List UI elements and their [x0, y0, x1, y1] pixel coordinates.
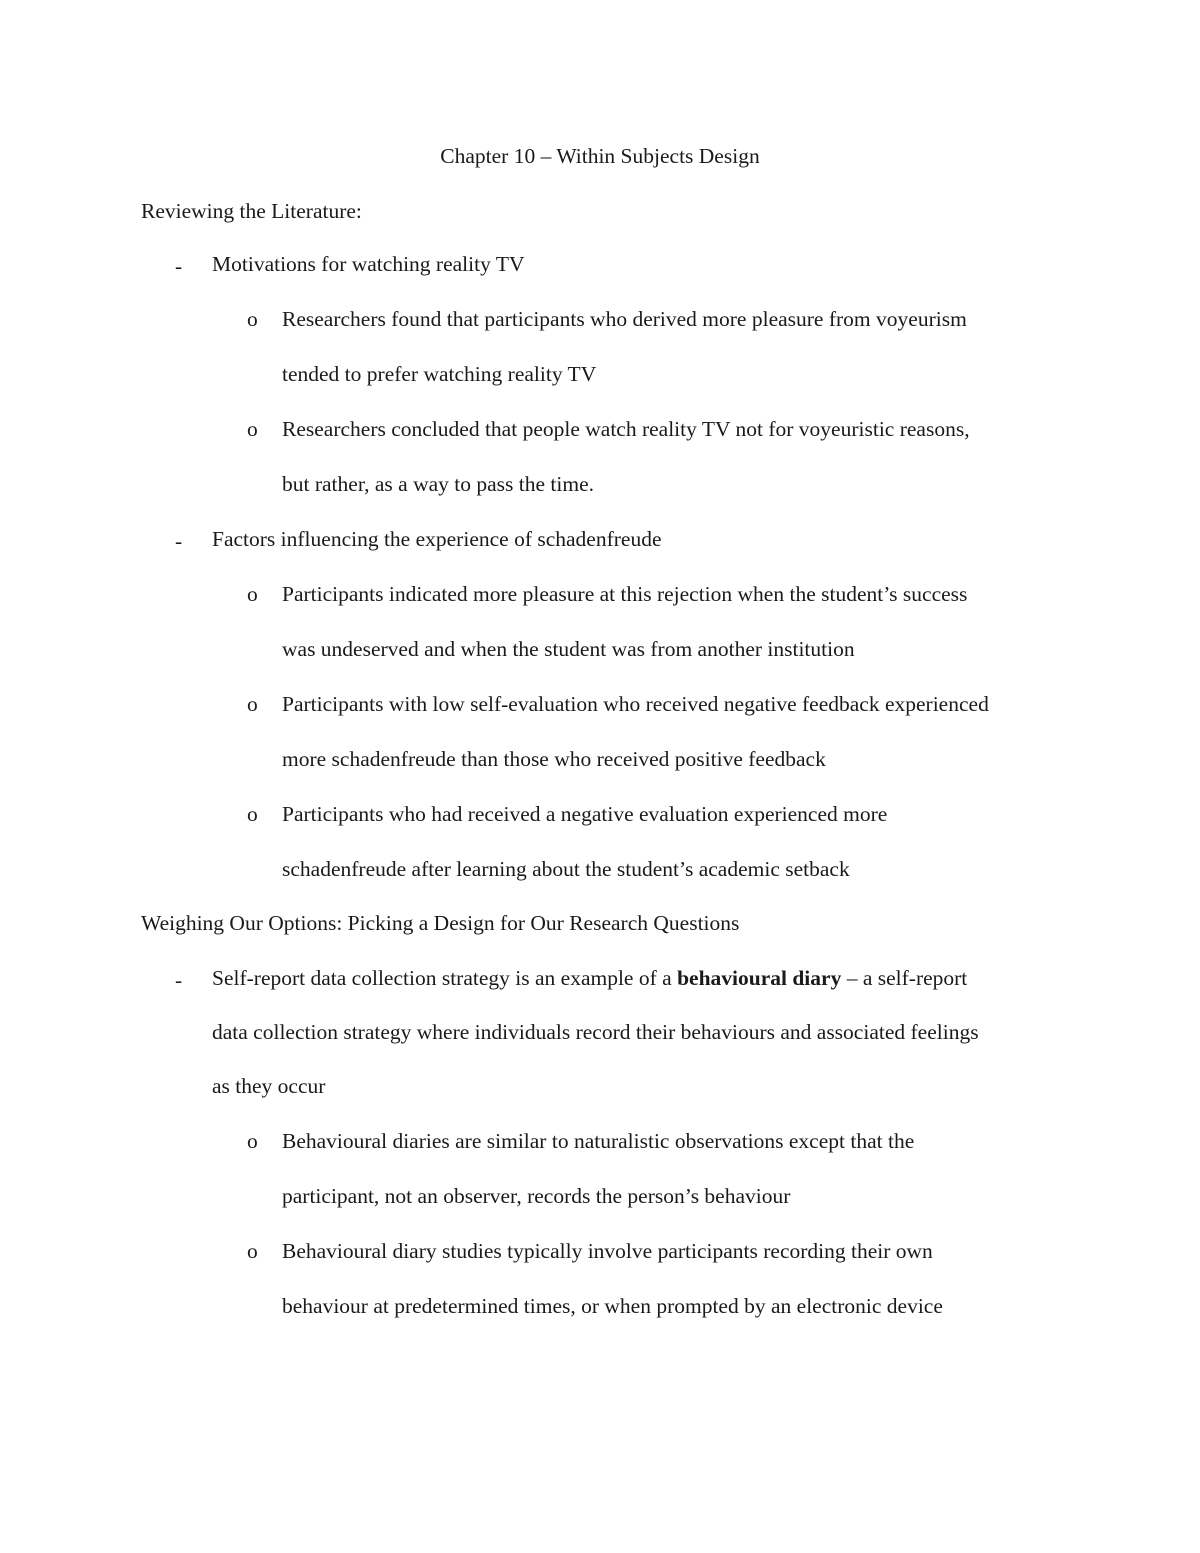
page-title: Chapter 10 – Within Subjects Design	[440, 144, 760, 168]
bold-term: behavioural diary	[677, 966, 842, 990]
dash-bullet: -	[175, 254, 183, 278]
subitem-line: was undeserved and when the student was from another institution	[282, 637, 855, 661]
circle-bullet: o	[247, 417, 258, 441]
list-item-motivations: Motivations for watching reality TV	[212, 252, 525, 276]
list-item-self-report	[212, 964, 967, 992]
subitem-line: participant, not an observer, records the person’s behaviour	[282, 1184, 791, 1208]
section-heading-weighing-options: Weighing Our Options: Picking a Design for Our Research Questions	[141, 911, 740, 935]
list-item-line: data collection strategy where individuals record their behaviours and associated feelings	[212, 1020, 979, 1044]
text-run: – a self-report	[841, 966, 968, 990]
dash-bullet: -	[175, 529, 183, 553]
list-item-line: as they occur	[212, 1074, 326, 1098]
subitem-line: Researchers concluded that people watch reality TV not for voyeuristic reasons,	[282, 417, 970, 441]
circle-bullet: o	[247, 1239, 258, 1263]
subitem-line: Researchers found that participants who derived more pleasure from voyeurism	[282, 307, 967, 331]
subitem-line: schadenfreude after learning about the student’s academic setback	[282, 857, 850, 881]
subitem-line: behaviour at predetermined times, or when prompted by an electronic device	[282, 1294, 943, 1318]
circle-bullet: o	[247, 582, 258, 606]
list-item-factors: Factors influencing the experience of schadenfreude	[212, 527, 662, 551]
dash-bullet: -	[175, 968, 183, 992]
subitem-line: Behavioural diary studies typically involve participants recording their own	[282, 1239, 933, 1263]
subitem-line: tended to prefer watching reality TV	[282, 362, 597, 386]
circle-bullet: o	[247, 802, 258, 826]
circle-bullet: o	[247, 1129, 258, 1153]
subitem-line: but rather, as a way to pass the time.	[282, 472, 594, 496]
section-heading-reviewing-literature: Reviewing the Literature:	[141, 199, 362, 223]
subitem-line: Participants with low self-evaluation who received negative feedback experienced	[282, 692, 989, 716]
circle-bullet: o	[247, 692, 258, 716]
circle-bullet: o	[247, 307, 258, 331]
subitem-line: Participants who had received a negative evaluation experienced more	[282, 802, 888, 826]
subitem-line: Behavioural diaries are similar to naturalistic observations except that the	[282, 1129, 915, 1153]
text-run: Self-report data collection strategy is an example of a	[212, 966, 678, 990]
subitem-line: more schadenfreude than those who received positive feedback	[282, 747, 826, 771]
subitem-line: Participants indicated more pleasure at this rejection when the student’s success	[282, 582, 968, 606]
